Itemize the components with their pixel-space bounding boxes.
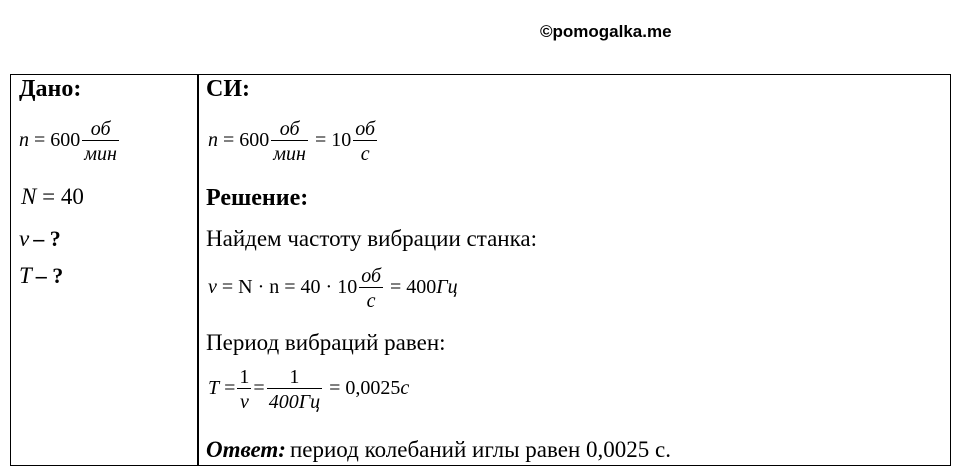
given-n-symbol: n — [19, 129, 29, 152]
given-N-value: = 40 — [42, 184, 84, 209]
given-n-unit-fraction — [82, 118, 119, 165]
period-formula: T = $\frac{1}{\nu}$ = $\frac{1}{400Гц}$ = 0,0025с — [208, 366, 410, 413]
si-fraction-1-num: об — [271, 118, 308, 141]
period-unit: с — [400, 377, 410, 400]
given-nu-line — [19, 226, 61, 252]
period-fraction-2-num: 1 — [267, 366, 322, 389]
given-nu-question: – ? — [33, 226, 61, 251]
si-fraction-2-den: с — [360, 143, 370, 165]
given-T-question: – ? — [35, 263, 64, 288]
given-n-formula — [19, 118, 121, 165]
given-N-line — [21, 184, 84, 210]
period-fraction-1-num: 1 — [239, 366, 250, 388]
frequency-unit-num: об — [361, 265, 382, 287]
given-nu-symbol: ν — [19, 226, 30, 251]
si-fraction-1-den: мин — [273, 143, 306, 165]
si-value-1: = 600 — [223, 129, 270, 152]
si-n-symbol: n — [208, 129, 218, 152]
answer-label: Ответ: — [206, 437, 286, 462]
period-fraction-2-den: 400Гц — [268, 391, 321, 413]
answer-line — [206, 437, 671, 463]
given-N-symbol: N — [21, 184, 37, 209]
solution-heading: Решение: — [206, 185, 309, 211]
period-fraction-1 — [237, 366, 251, 413]
period-fraction-1-den: ν — [239, 391, 249, 413]
column-divider — [197, 74, 199, 466]
given-T-symbol: T — [19, 263, 32, 288]
si-fraction-1 — [271, 118, 308, 165]
frequency-unit: Гц — [436, 276, 458, 299]
solution-table — [10, 74, 951, 466]
watermark: ©pomogalka.me — [540, 22, 672, 41]
frequency-unit-fraction — [359, 265, 383, 312]
answer-text: период колебаний иглы равен 0,0025 с. — [289, 437, 671, 462]
given-n-unit-num: об — [82, 118, 119, 141]
si-fraction-2 — [353, 118, 377, 165]
frequency-formula — [208, 265, 458, 312]
period-symbol: T — [208, 377, 220, 400]
frequency-unit-den: с — [366, 290, 376, 312]
given-n-unit-den: мин — [84, 143, 117, 165]
solution-line-1: Найдем частоту вибрации станка: — [206, 226, 538, 251]
si-formula — [208, 118, 379, 165]
si-heading: СИ: — [206, 76, 250, 102]
solution-line-2: Период вибраций равен: — [206, 330, 446, 355]
period-result: = 0,0025 — [329, 377, 401, 400]
frequency-symbol: ν — [208, 276, 217, 299]
given-T-line — [19, 263, 63, 289]
si-value-2: = 10 — [314, 129, 352, 152]
si-fraction-2-num: об — [355, 118, 376, 140]
given-n-value: = 600 — [34, 129, 81, 152]
frequency-result: = 400 — [390, 276, 437, 299]
period-fraction-2 — [267, 366, 322, 413]
given-heading: Дано: — [19, 76, 82, 102]
frequency-expression: = N · n = 40 · 10 — [221, 276, 358, 299]
